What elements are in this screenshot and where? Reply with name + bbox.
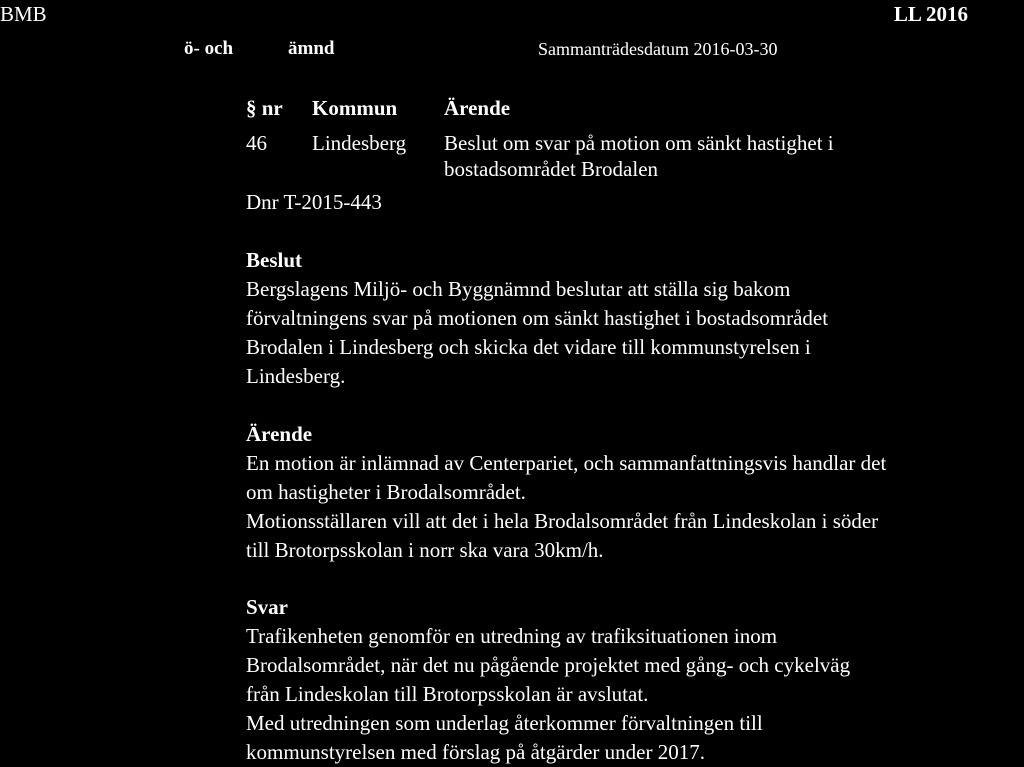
section-text-beslut [246,275,1024,391]
committee-name-fragment-2: ämnd [288,38,335,59]
row-arende-line: Beslut om svar på motion om sänkt hastighet i [444,131,834,155]
row-kommun: Lindesberg [312,131,407,155]
diary-number: Dnr T-2015-443 [246,190,382,214]
paragraph-line: Bergslagens Miljö- och Byggnämnd beslutar att ställa sig bakom [246,277,791,301]
paragraph-line: En motion är inlämnad av Centerpariet, och sammanfattningsvis handlar det [246,451,887,475]
paragraph-line: Trafikenheten genomför en utredning av trafiksituationen inom [246,624,778,648]
meeting-date: Sammanträdesdatum 2016-03-30 [538,39,778,59]
paragraph-line: Brodalsområdet, när det nu pågående projektet med gång- och cykelväg [246,653,851,677]
paragraph-line: till Brotorpsskolan i norr ska vara 30km/h. [246,538,604,562]
column-header-arende: Ärende [444,96,511,120]
section-title-arende: Ärende [246,422,313,446]
paragraph-line: från Lindeskolan till Brotorpsskolan är avslutat. [246,682,649,706]
committee-name-fragment-1: ö- och [184,38,234,59]
paragraph-line: kommunstyrelsen med förslag på åtgärder under 2017. [246,740,705,764]
paragraph-line: Brodalen i Lindesberg och skicka det vidare till kommunstyrelsen i [246,335,811,359]
section-text-svar [246,622,1024,767]
row-arende [444,130,834,182]
paragraph-line: Med utredningen som underlag återkommer förvaltningen till [246,711,763,735]
column-header-kommun: Kommun [312,96,398,120]
document-code-right: LL 2016 [893,2,968,26]
paragraph-line: Lindesberg. [246,364,346,388]
row-paragraph-number: 46 [246,131,267,155]
row-arende-line: bostadsområdet Brodalen [444,157,659,181]
section-text-arende [246,449,1024,565]
section-title-svar: Svar [246,595,288,619]
paragraph-line: förvaltningens svar på motionen om sänkt hastighet i bostadsområdet [246,306,829,330]
document-code-left: BMB [0,2,47,26]
section-title-beslut: Beslut [246,248,303,272]
column-header-paragraph-number: § nr [246,96,283,120]
paragraph-line: Motionsställaren vill att det i hela Brodalsområdet från Lindeskolan i söder [246,509,879,533]
paragraph-line: om hastigheter i Brodalsområdet. [246,480,526,504]
